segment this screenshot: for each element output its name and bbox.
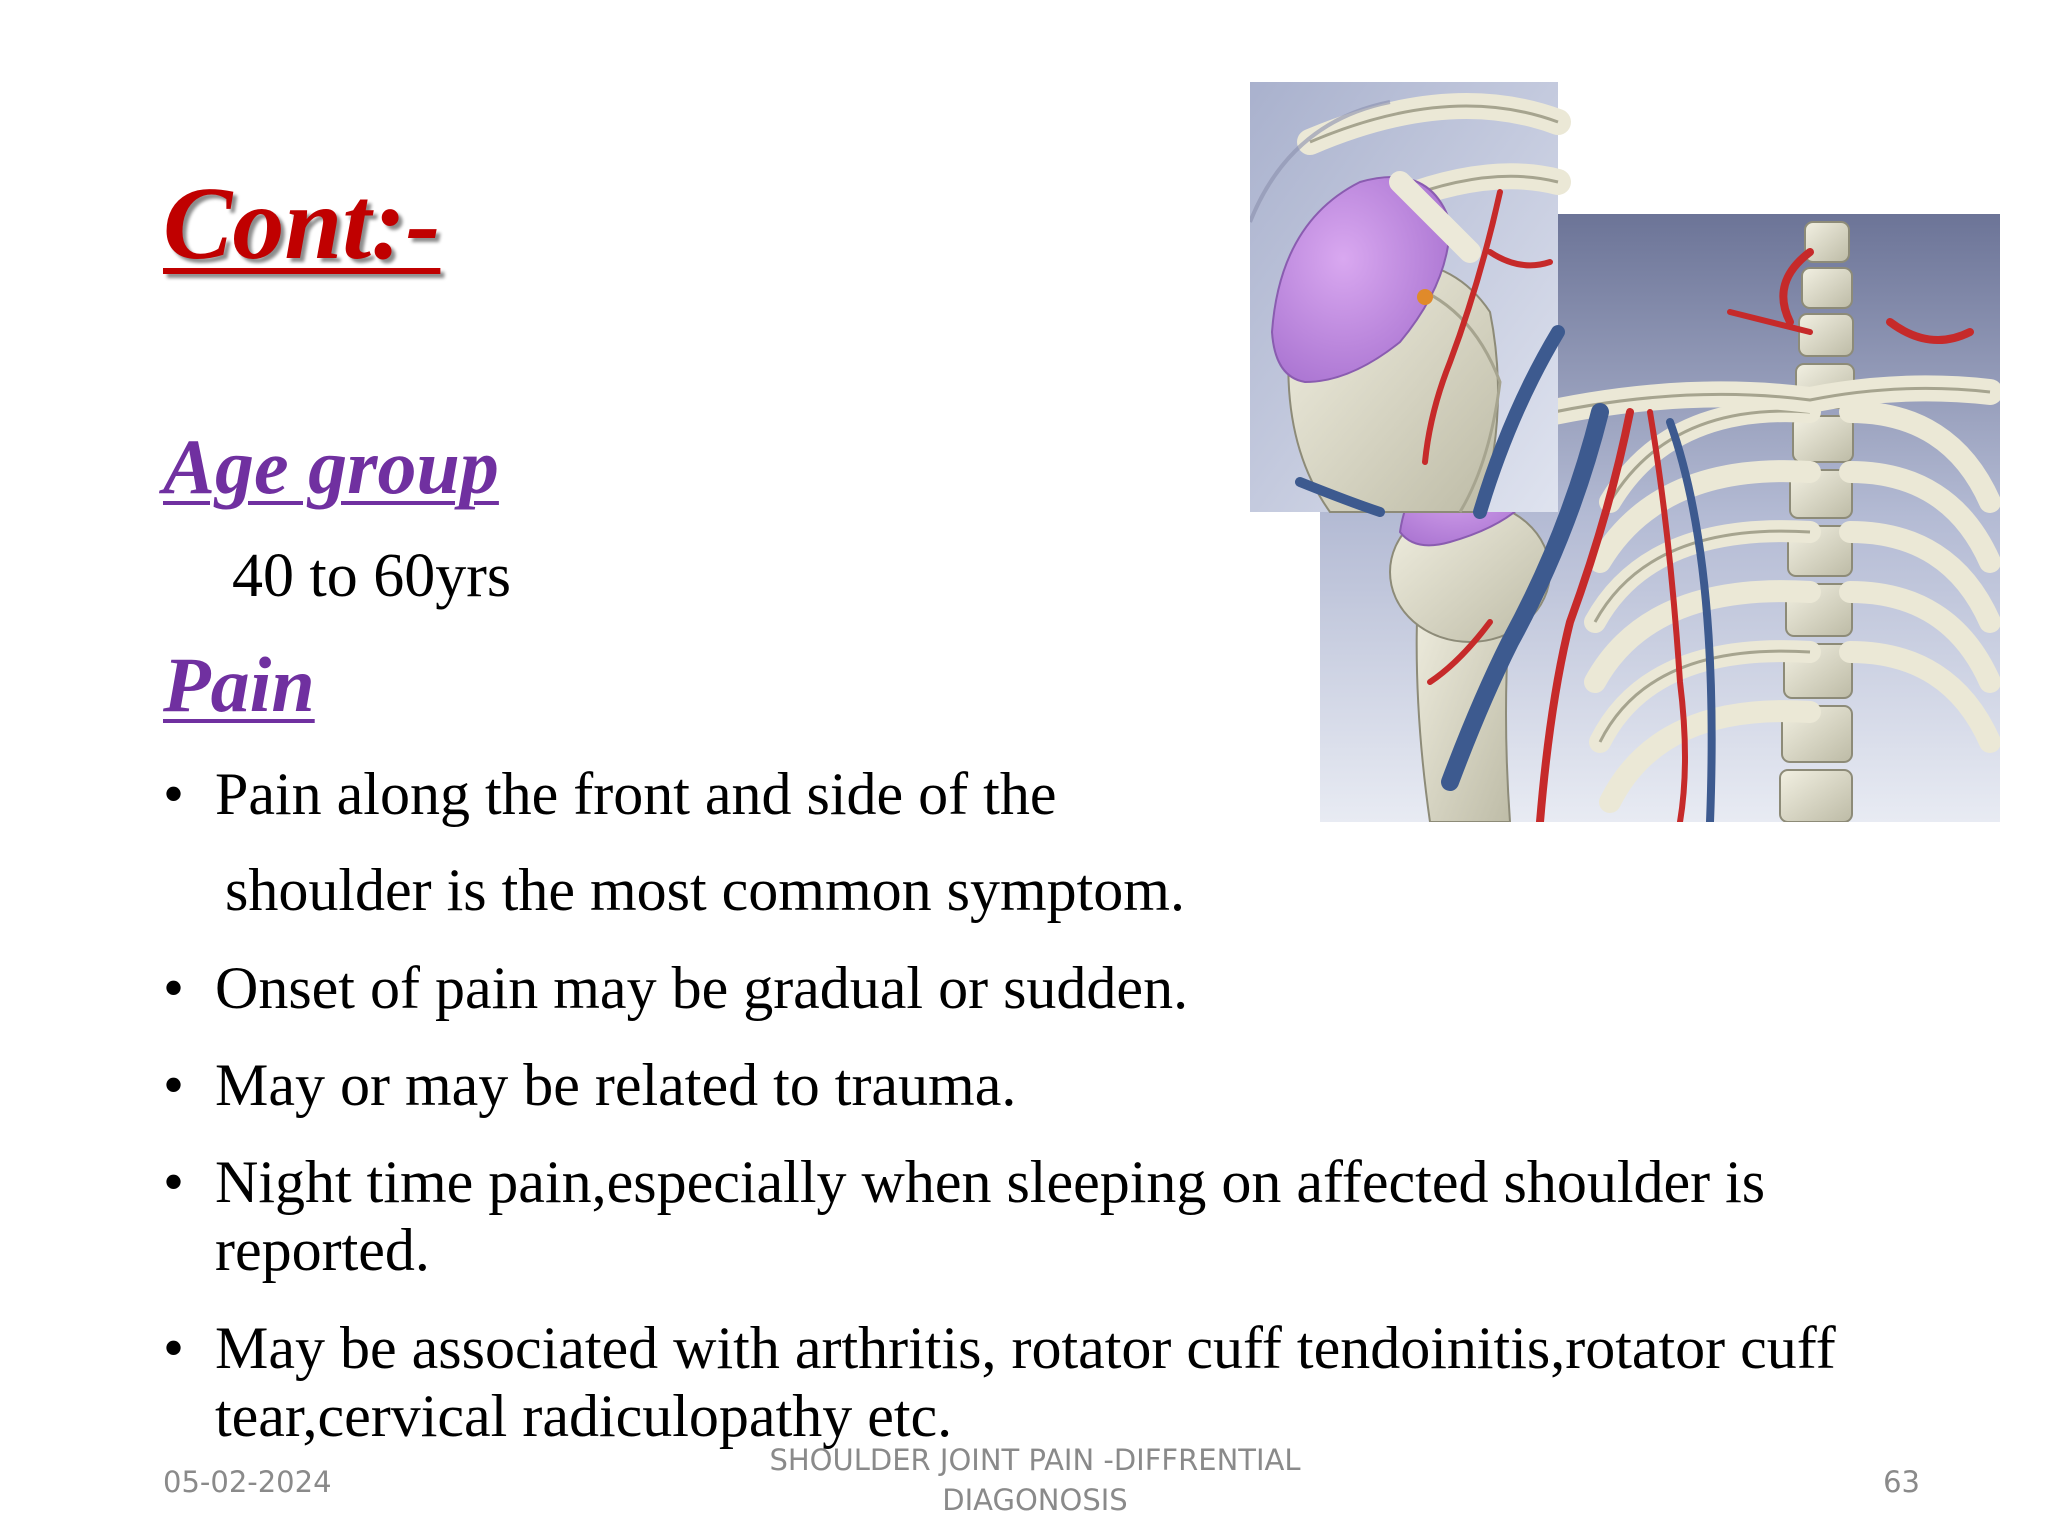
age-group-value: 40 to 60yrs bbox=[232, 542, 511, 610]
footer-date: 05-02-2024 bbox=[163, 1465, 332, 1499]
bullet-item bbox=[163, 1314, 1923, 1450]
bullet-text: Night time pain,especially when sleeping on affected shoulder is reported. bbox=[215, 1149, 1766, 1283]
bullet-dot: • bbox=[163, 955, 185, 1021]
bullet-text: May or may be related to trauma. bbox=[215, 1052, 1017, 1118]
bullet-text-continuation: shoulder is the most common symptom. bbox=[225, 857, 1185, 923]
bullet-item bbox=[163, 1148, 1923, 1284]
bullet-dot: • bbox=[163, 1315, 185, 1381]
bullet-text: Onset of pain may be gradual or sudden. bbox=[215, 955, 1189, 1021]
slide-title: Cont:- bbox=[163, 166, 441, 281]
anatomy-closeup-view bbox=[1250, 82, 1558, 512]
bullet-item bbox=[163, 1051, 1923, 1119]
footer-title: SHOULDER JOINT PAIN -DIFFRENTIAL DIAGONOSIS bbox=[769, 1443, 1301, 1517]
age-group-heading: Age group bbox=[163, 423, 499, 510]
page-number: 63 bbox=[1883, 1465, 1920, 1499]
bullet-text: Pain along the front and side of the bbox=[215, 761, 1057, 827]
bullet-dot: • bbox=[163, 1052, 185, 1118]
shoulder-anatomy-illustration bbox=[1250, 82, 2000, 822]
bullet-dot: • bbox=[163, 761, 185, 827]
bullet-item bbox=[163, 954, 1923, 1022]
pain-heading: Pain bbox=[163, 641, 315, 728]
bullet-text: May be associated with arthritis, rotator cuff tendoinitis,rotator cuff tear,cervical radiculopathy etc. bbox=[215, 1315, 1836, 1449]
bullet-dot: • bbox=[163, 1149, 185, 1215]
